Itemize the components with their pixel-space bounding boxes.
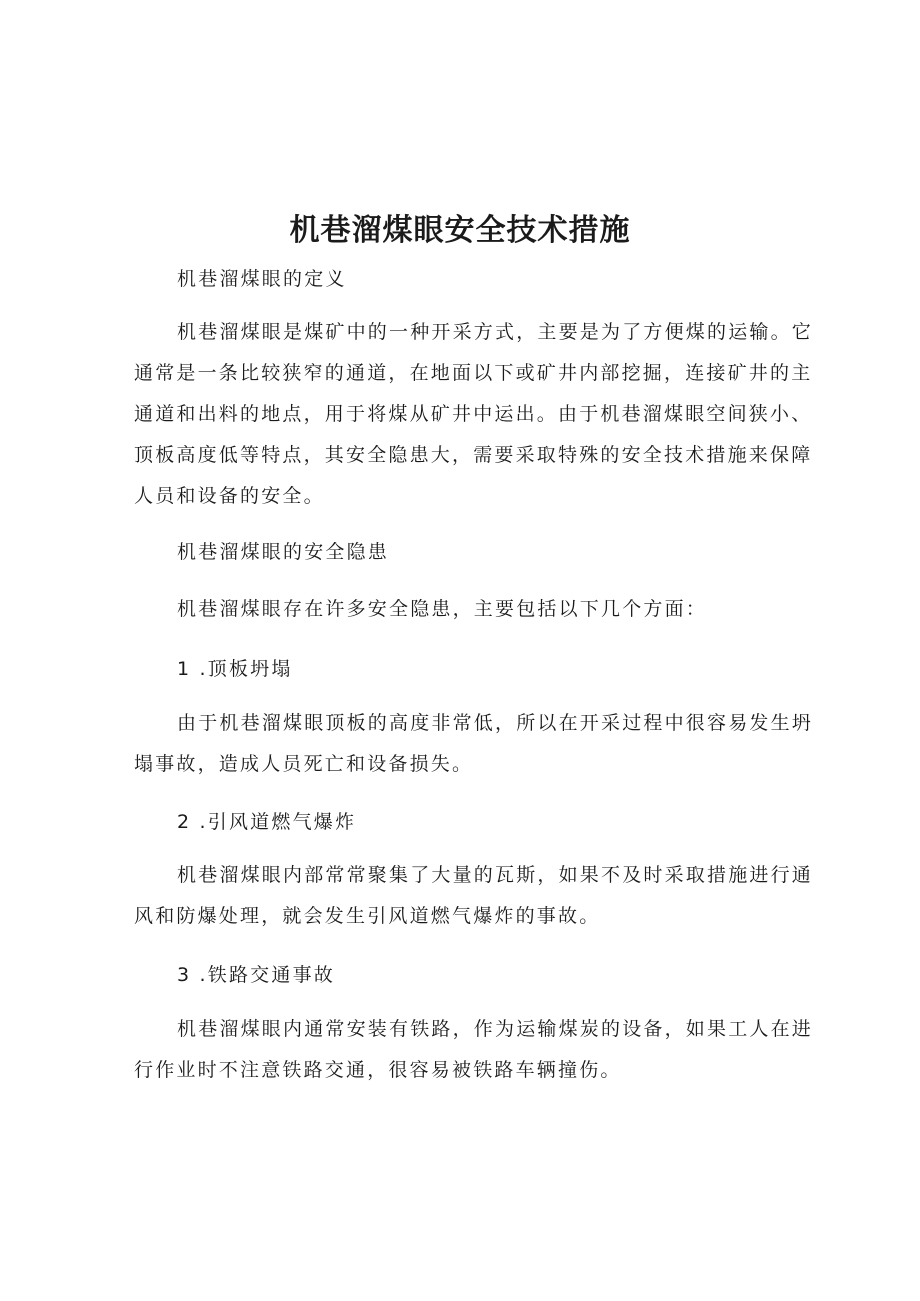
paragraph-line: 通道和出料的地点，用于将煤从矿井中运出。由于机巷溜煤眼空间狭小、 [134, 403, 813, 425]
paragraph-line: 塌事故，造成人员死亡和设备损失。 [134, 753, 474, 775]
paragraph-line: 人员和设备的安全。 [134, 485, 325, 507]
paragraph-line: 机巷溜煤眼内通常安装有铁路，作为运输煤炭的设备，如果工人在进 [177, 1018, 814, 1040]
paragraph-line: 机巷溜煤眼是煤矿中的一种开采方式，主要是为了方便煤的运输。它 [177, 321, 814, 343]
paragraph-line: 通常是一条比较狭窄的通道，在地面以下或矿井内部挖掘，连接矿井的主 [134, 362, 813, 384]
list-item-heading: 1 .顶板坍塌 [177, 658, 293, 680]
section-heading-definition: 机巷溜煤眼的定义 [177, 268, 347, 290]
paragraph-hazards-intro: 机巷溜煤眼存在许多安全隐患，主要包括以下几个方面： [177, 598, 708, 620]
section-heading-hazards: 机巷溜煤眼的安全隐患 [177, 541, 390, 563]
paragraph-line: 机巷溜煤眼内部常常聚集了大量的瓦斯，如果不及时采取措施进行通 [177, 864, 814, 886]
list-item-heading: 2 .引风道燃气爆炸 [177, 811, 357, 833]
paragraph-line: 由于机巷溜煤眼顶板的高度非常低，所以在开采过程中很容易发生坍 [177, 712, 814, 734]
paragraph-line: 行作业时不注意铁路交通，很容易被铁路车辆撞伤。 [134, 1059, 622, 1081]
paragraph-line: 顶板高度低等特点，其安全隐患大，需要采取特殊的安全技术措施来保障 [134, 444, 813, 466]
list-item-heading: 3 .铁路交通事故 [177, 964, 335, 986]
paragraph-line: 风和防爆处理，就会发生引风道燃气爆炸的事故。 [134, 905, 601, 927]
document-title: 机巷溜煤眼安全技术措施 [289, 213, 631, 248]
